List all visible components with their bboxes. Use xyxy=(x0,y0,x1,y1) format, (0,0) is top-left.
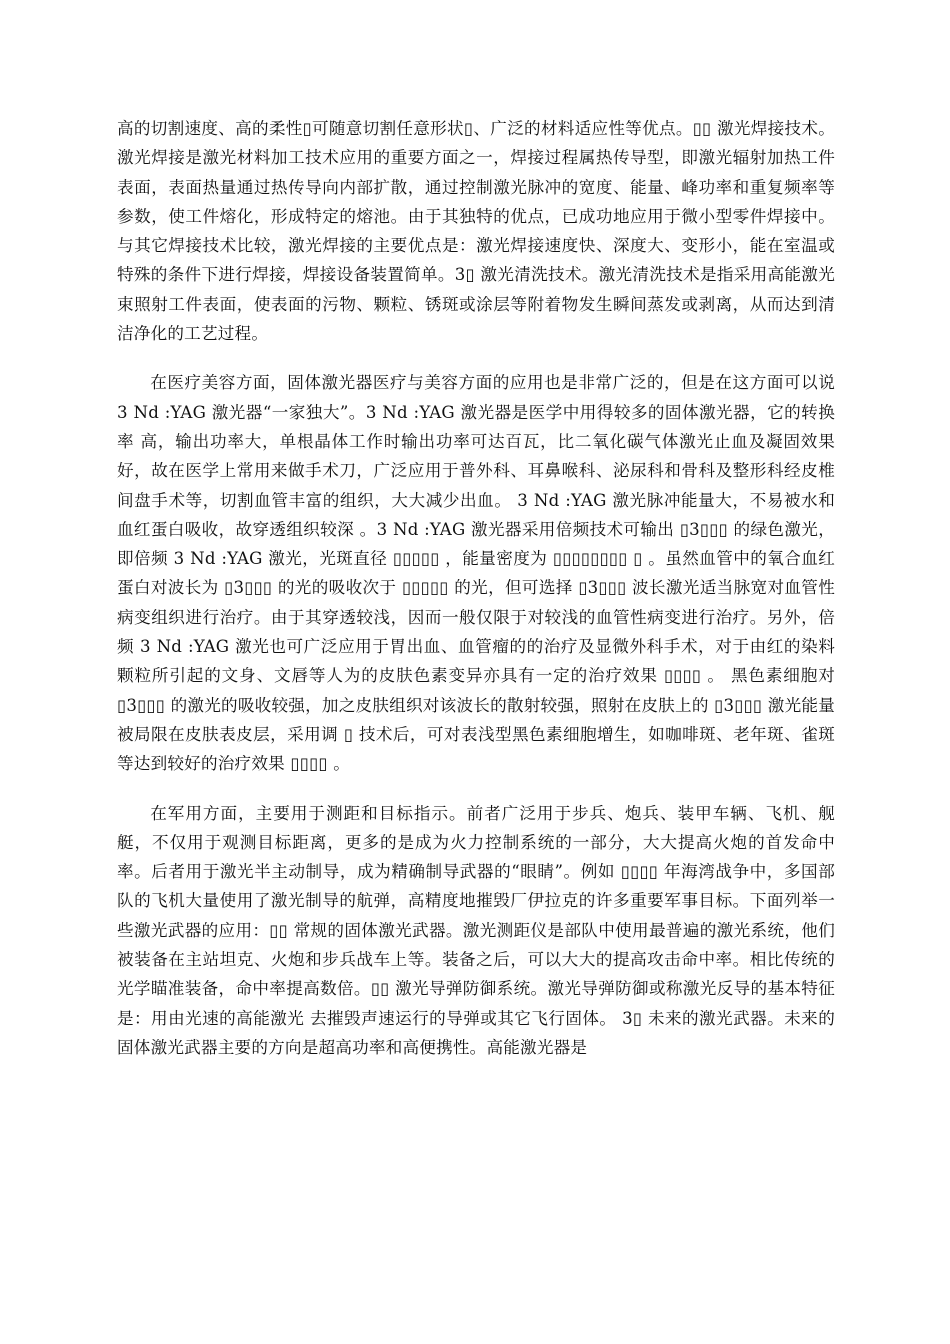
paragraph-laser-processing: 高的切割速度、高的柔性▯可随意切割任意形状▯、广泛的材料适应性等优点。▯▯ 激光焊接技术。激光焊接是激光材料加工技术应用的重要方面之一，焊接过程属热传导型，即激光辐射加热工件表面，表面热量通过热传导向内部扩散，通过控制激光脉冲的宽度、能量、峰功率和重复频率等参数，使工件熔化，形成特定的熔池。由于其独特的优点，已成功地应用于微小型零件焊接中。与其它焊接技术比较，激光焊接的主要优点是：激光焊接速度快、深度大、变形小，能在室温或特殊的条件下进行焊接，焊接设备装置简单。3▯ 激光清洗技术。激光清洗技术是指采用高能激光束照射工件表面，使表面的污物、颗粒、锈斑或涂层等附着物发生瞬间蒸发或剥离，从而达到清洁净化的工艺过程。 xyxy=(117,119,835,344)
paragraph-military: 在军用方面，主要用于测距和目标指示。前者广泛用于步兵、炮兵、装甲车辆、飞机、舰艇，不仅用于观测目标距离，更多的是成为火力控制系统的一部分，大大提高火炮的首发命中率。后者用于激光半主动制导，成为精确制导武器的“眼睛”。例如 ▯▯▯▯ 年海湾战争中，多国部队的飞机大量使用了激光制导的航弹，高精度地摧毁厂伊拉克的许多重要军事目标。下面列举一些激光武器的应用：▯▯ 常规的固体激光武器。激光测距仪是部队中使用最普遍的激光系统，他们被装备在主站坦克、火炮和步兵战车上等。装备之后，可以大大的提高攻击命中率。相比传统的光学瞄准装备，命中率提高数倍。▯▯ 激光导弹防御系统。激光导弹防御或称激光反导的基本特征是：用由光速的高能激光 去摧毁声速运行的导弹或其它飞行固体。 3▯ 未来的激光武器。未来的固体激光武器主要的方向是超高功率和高便携性。高能激光器是 xyxy=(117,803,835,1057)
paragraph-medical-cosmetic: 在医疗美容方面，固体激光器医疗与美容方面的应用也是非常广泛的，但是在这方面可以说 3 Nd :YAG 激光器“一家独大”。3 Nd :YAG 激光器是医学中用得较多的固体激光器，它的转换率 高，输出功率大，单根晶体工作时输出功率可达百瓦，比二氧化碳气体激光止血及凝固效果好，故在医学上常用来做手术刀，广泛应用于普外科、耳鼻喉科、泌尿科和骨科及整形科经皮椎间盘手术等，切割血管丰富的组织，大大减少出血。 3 Nd :YAG 激光脉冲能量大，不易被水和血红蛋白吸收，故穿透组织较深 。3 Nd :YAG 激光器采用倍频技术可输出 ▯3▯▯▯ 的绿色激光，即倍频 3 Nd :YAG 激光，光斑直径 ▯▯▯▯▯ ，能量密度为 ▯▯▯▯▯▯▯▯ ▯ 。虽然血管中的氧合血红蛋白对波长为 ▯3▯▯▯ 的光的吸收次于 ▯▯▯▯▯ 的光，但可选择 ▯3▯▯▯ 波长激光适当脉宽对血管性病变组织进行治疗。由于其穿透较浅，因而一般仅限于对较浅的血管性病变进行治疗。另外，倍频 3 Nd :YAG 激光也可广泛应用于胃出血、血管瘤的的治疗及显微外科手术，对于由红的染料颗粒所引起的文身、文唇等人为的皮肤色素变异亦具有一定的治疗效果 ▯▯▯▯ 。 黑色素细胞对 ▯3▯▯▯ 的激光的吸收较强，加之皮肤组织对该波长的散射较强，照射在皮肤上的 ▯3▯▯▯ 激光能量被局限在皮肤表皮层，采用调 ▯ 技术后，可对表浅型黑色素细胞增生，如咖啡斑、老年斑、雀斑等达到较好的治疗效果 ▯▯▯▯ 。 xyxy=(117,373,835,774)
document-page xyxy=(117,114,835,1062)
